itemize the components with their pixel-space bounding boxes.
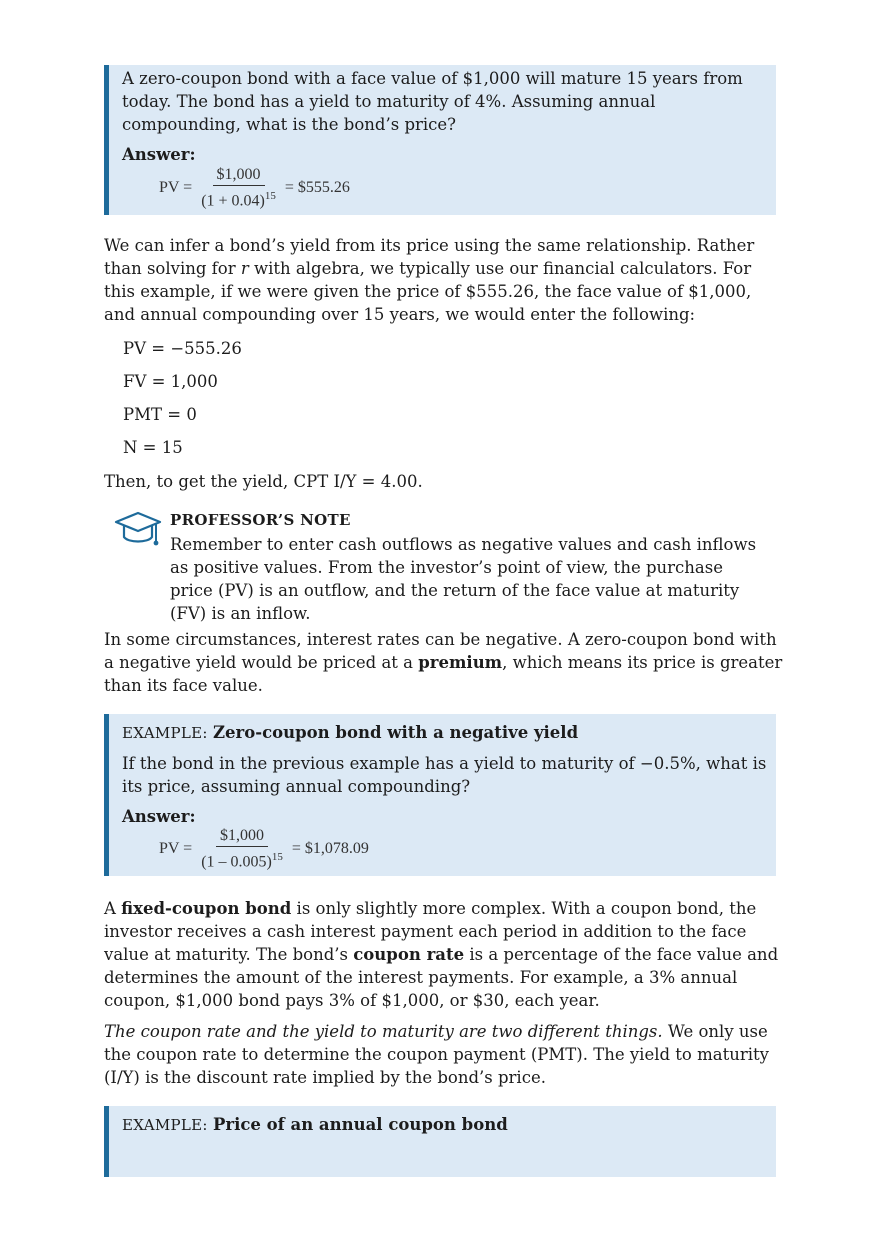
pv-formula: [159, 826, 369, 871]
note-title: PROFESSOR’S NOTE: [170, 511, 351, 529]
calc-input-fv: FV = 1,000: [123, 372, 218, 391]
formula-denominator: $(1 + 0.04)^{15}$: [201, 190, 276, 210]
formula-lhs: PV =: [159, 839, 193, 857]
note-text: Remember to enter cash outflows as negative values and cash inflows as positive values. From the investor’s point of view, the purchase price (PV) is an outflow, and the return of the face value at maturity (FV) is an inflow.: [170, 535, 757, 623]
answer-label: Answer:: [122, 145, 196, 164]
paragraph-negative-rates: In some circumstances, interest rates can be negative. A zero-coupon bond with a negative yield would be priced at a premium, which means its price is greater than its face value.: [104, 630, 783, 695]
calc-input-pv: PV = −555.26: [123, 339, 242, 358]
example-box-annual-coupon: [104, 1106, 776, 1177]
example-question: A zero-coupon bond with a face value of $1,000 will mature 15 years from today. The bond has a yield to maturity of 4%. Assuming annual compounding, what is the bond’s price?: [122, 69, 743, 134]
formula-fraction: [197, 165, 280, 210]
formula-result: = $1,078.09: [291, 839, 369, 857]
formula-fraction: [197, 826, 287, 871]
formula-lhs: PV =: [159, 178, 193, 196]
calc-input-pmt: PMT = 0: [123, 405, 197, 424]
pv-formula: [159, 165, 350, 210]
formula-numerator: $1,000: [213, 165, 265, 186]
paragraph-coupon-vs-yield: The coupon rate and the yield to maturity are two different things. We only use the coupon rate to determine the coupon payment (PMT). The yield to maturity (I/Y) is the discount rate implied by the bond’s price.: [104, 1022, 769, 1087]
answer-label: Answer:: [122, 807, 196, 826]
formula-result: = $555.26: [284, 178, 350, 196]
calc-input-n: N = 15: [123, 438, 183, 457]
example-box-zero-coupon: [104, 65, 776, 215]
example-heading: EXAMPLE: Price of an annual coupon bond: [122, 1115, 508, 1134]
formula-denominator: (1 – 0.005)$^{15}$: [201, 851, 283, 871]
paragraph-fixed-coupon: A fixed-coupon bond is only slightly more complex. With a coupon bond, the investor receives a cash interest payment each period in addition to the face value at maturity. The bond’s coupon rate is a percentage of the face value and determines the amount of the interest payments. For example, a 3% annual coupon, $1,000 bond pays 3% of $1,000, or $30, each year.: [104, 899, 779, 1010]
graduation-cap-icon: [114, 510, 162, 552]
example-question: If the bond in the previous example has a yield to maturity of −0.5%, what is its price, assuming annual compounding?: [122, 754, 767, 796]
formula-numerator: $1,000: [216, 826, 268, 847]
example-box-negative-yield: [104, 714, 776, 876]
paragraph-infer-yield: We can infer a bond’s yield from its price using the same relationship. Rather than solving for r with algebra, we typically use our financial calculators. For this example, if we were given the price of $555.26, the face value of $1,000, and annual compounding over 15 years, we would enter the following:: [104, 236, 755, 324]
example-heading: EXAMPLE: Zero-coupon bond with a negative yield: [122, 723, 579, 742]
cpt-line: Then, to get the yield, CPT I/Y = 4.00.: [104, 472, 423, 491]
